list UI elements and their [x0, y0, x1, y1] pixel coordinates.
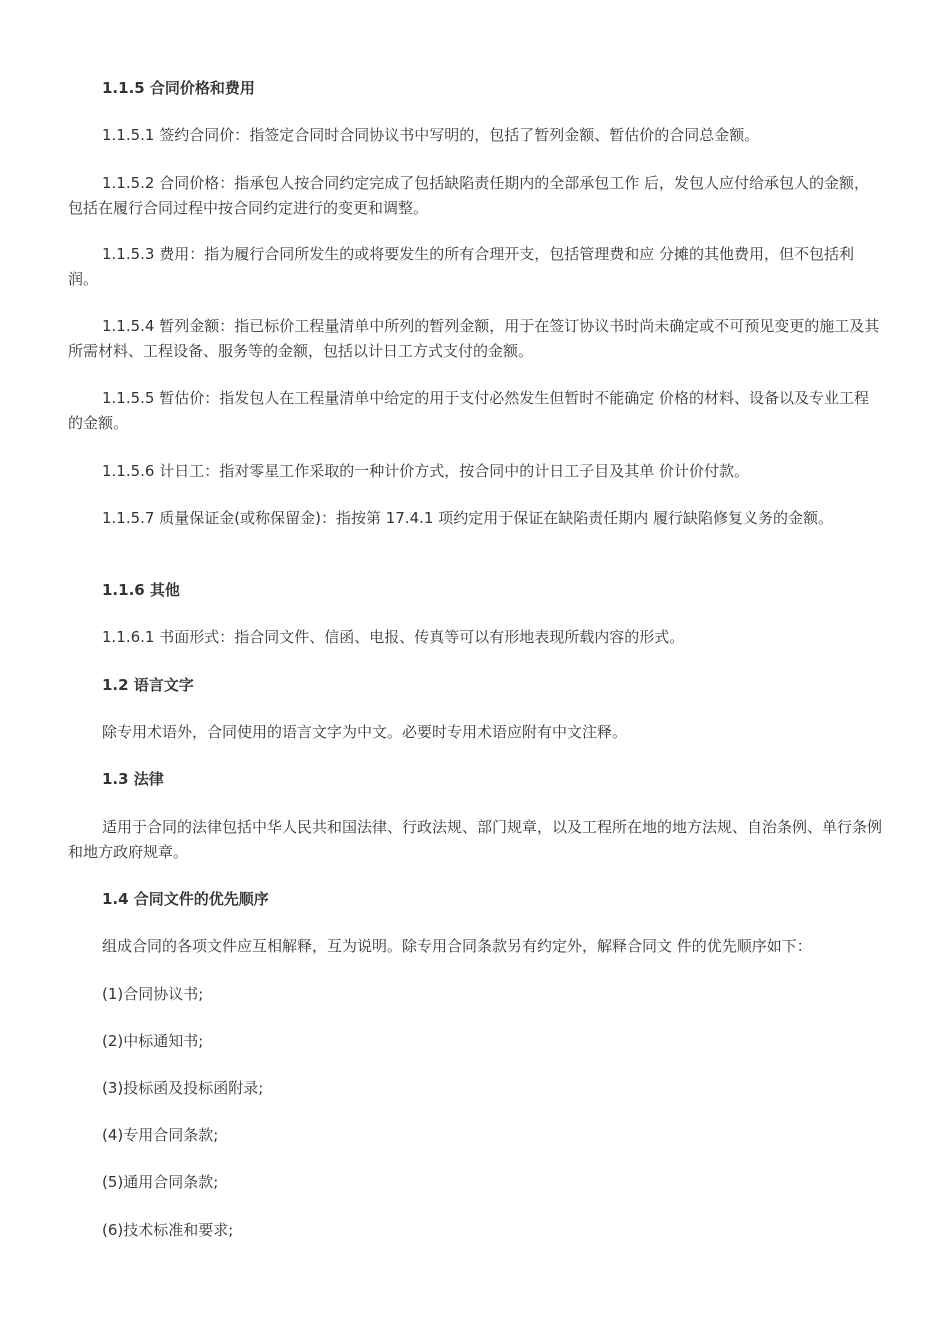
paragraph-1-1-5-7: 1.1.5.7 质量保证金(或称保留金)：指按第 17.4.1 项约定用于保证在缺陷责任期内 履行缺陷修复义务的金额。	[102, 509, 833, 527]
paragraph-1-1-5-6: 1.1.5.6 计日工：指对零星工作采取的一种计价方式，按合同中的计日工子目及其单 价计价付款。	[102, 462, 750, 480]
list-item-6: (6)技术标准和要求;	[102, 1221, 234, 1239]
paragraph-1-1-5-3: 1.1.5.3 费用：指为履行合同所发生的或将要发生的所有合理开支，包括管理费和应 分摊的其他费用，但不包括利润。	[68, 245, 855, 288]
paragraph-1-2: 除专用术语外，合同使用的语言文字为中文。必要时专用术语应附有中文注释。	[102, 723, 628, 741]
list-item-2: (2)中标通知书;	[102, 1032, 204, 1050]
list-item-1: (1)合同协议书;	[102, 985, 204, 1003]
list-item-5: (5)通用合同条款;	[102, 1173, 219, 1191]
section-heading-1-2: 1.2 语言文字	[102, 676, 194, 694]
section-heading-1-3: 1.3 法律	[102, 770, 164, 788]
paragraph-1-1-5-1: 1.1.5.1 签约合同价：指签定合同时合同协议书中写明的，包括了暂列金额、暂估价的合同总金额。	[102, 126, 760, 144]
paragraph-1-1-5-5: 1.1.5.5 暂估价：指发包人在工程量清单中给定的用于支付必然发生但暂时不能确定 价格的材料、设备以及专业工程的金额。	[68, 389, 870, 432]
paragraph-1-1-5-2: 1.1.5.2 合同价格：指承包人按合同约定完成了包括缺陷责任期内的全部承包工作 后，发包人应付给承包人的金额，包括在履行合同过程中按合同约定进行的变更和调整。	[68, 174, 870, 217]
list-item-3: (3)投标函及投标函附录;	[102, 1079, 264, 1097]
section-heading-1-1-5: 1.1.5 合同价格和费用	[102, 79, 255, 97]
paragraph-1-1-5-4: 1.1.5.4 暂列金额：指已标价工程量清单中所列的暂列金额，用于在签订协议书时尚未确定或不可预见变更的施工及其所需材料、工程设备、服务等的金额，包括以计日工方式支付的金额。	[68, 317, 880, 360]
paragraph-1-3: 适用于合同的法律包括中华人民共和国法律、行政法规、部门规章，以及工程所在地的地方法规、自治条例、单行条例和地方政府规章。	[68, 818, 883, 861]
paragraph-1-1-6-1: 1.1.6.1 书面形式：指合同文件、信函、电报、传真等可以有形地表现所载内容的形式。	[102, 628, 685, 646]
list-item-4: (4)专用合同条款;	[102, 1126, 219, 1144]
section-heading-1-1-6: 1.1.6 其他	[102, 581, 180, 599]
paragraph-1-4: 组成合同的各项文件应互相解释，互为说明。除专用合同条款另有约定外，解释合同文 件的优先顺序如下：	[102, 937, 812, 955]
section-heading-1-4: 1.4 合同文件的优先顺序	[102, 890, 269, 908]
